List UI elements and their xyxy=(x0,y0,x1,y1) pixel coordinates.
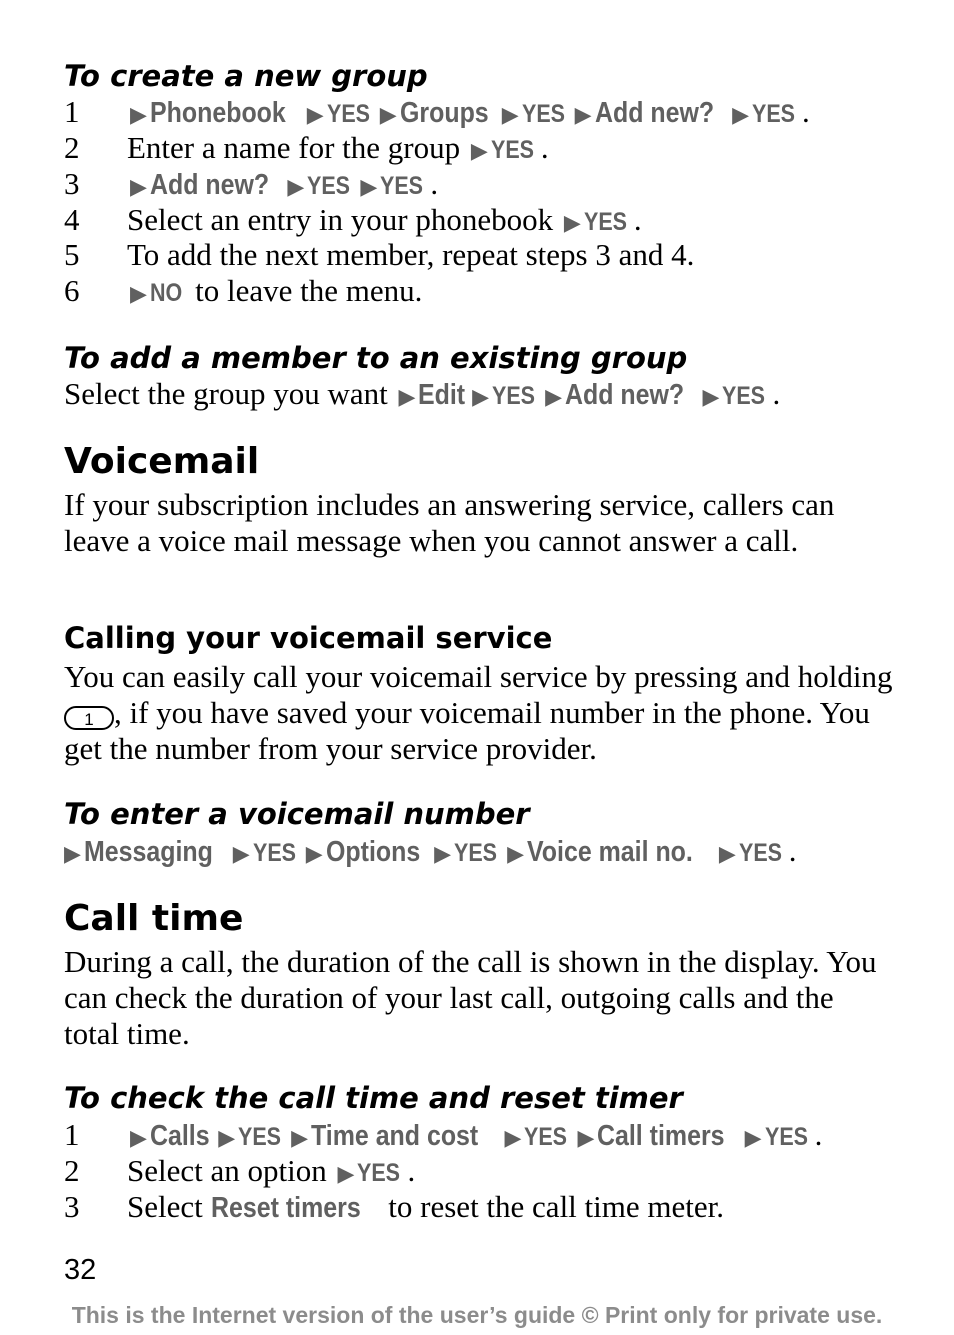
key-label: YES xyxy=(490,136,534,164)
key-label: YES xyxy=(583,208,627,236)
call-time-text: During a call, the duration of the call is shown in the display. You can check the duration of your last call, outgoing calls and the total time. xyxy=(64,944,877,1051)
punctuation: . xyxy=(772,376,781,411)
arrow-icon: ▶ xyxy=(563,211,581,236)
arrow-icon: ▶ xyxy=(291,1126,309,1151)
arrow-icon: ▶ xyxy=(545,385,562,410)
menu-item: Phonebook xyxy=(149,97,286,129)
punctuation: . xyxy=(814,1117,823,1152)
arrow-icon: ▶ xyxy=(744,1126,762,1151)
arrow-icon: ▶ xyxy=(472,385,490,410)
key-label: YES xyxy=(524,1123,568,1151)
menu-item: Add new? xyxy=(564,379,685,411)
arrow-icon: ▶ xyxy=(287,175,305,200)
arrow-icon: ▶ xyxy=(732,103,750,128)
punctuation: . xyxy=(788,833,797,868)
step-text: Enter a name for the group xyxy=(127,130,461,165)
arrow-icon: ▶ xyxy=(337,1162,355,1187)
menu-item: Messaging xyxy=(83,836,213,868)
step-4 xyxy=(64,202,642,242)
key-1-icon: 1 xyxy=(64,706,114,730)
punctuation: . xyxy=(802,94,810,129)
arrow-icon: ▶ xyxy=(504,1126,522,1151)
enter-voicemail-heading: To enter a voicemail number xyxy=(64,797,530,831)
punctuation: . xyxy=(633,202,642,237)
key-label: YES xyxy=(307,172,351,200)
arrow-icon: ▶ xyxy=(360,175,378,200)
arrow-icon: ▶ xyxy=(232,842,250,867)
step-number: 2 xyxy=(64,1153,80,1188)
menu-item: Add new? xyxy=(149,169,270,201)
key-label: YES xyxy=(521,100,565,128)
step-number: 2 xyxy=(64,130,80,165)
menu-item: Add new? xyxy=(594,97,714,129)
step-2 xyxy=(64,130,549,170)
footer-notice: This is the Internet version of the user’s guide © Print only for private use. xyxy=(71,1302,883,1328)
step-number: 3 xyxy=(64,1189,80,1224)
menu-item: Time and cost xyxy=(311,1120,479,1152)
step-5 xyxy=(64,237,694,273)
arrow-icon: ▶ xyxy=(574,103,592,128)
check-step-1 xyxy=(64,1117,822,1157)
step-text: to reset the call time meter. xyxy=(388,1189,724,1224)
step-text: Select an option xyxy=(127,1153,327,1188)
key-label: NO xyxy=(149,279,183,307)
create-group-heading: To create a new group xyxy=(64,59,428,93)
step-6 xyxy=(64,273,422,313)
step-number: 4 xyxy=(64,202,80,237)
voicemail-text: If your subscription includes an answering service, callers can leave a voice mail message when you cannot answer a call. xyxy=(64,487,835,558)
punctuation: . xyxy=(430,166,439,201)
check-step-3 xyxy=(64,1189,724,1226)
step-1 xyxy=(64,94,810,134)
page-number: 32 xyxy=(64,1254,97,1286)
punctuation: . xyxy=(407,1153,416,1188)
arrow-icon: ▶ xyxy=(130,1126,147,1151)
key-label: YES xyxy=(252,839,296,867)
step-number: 5 xyxy=(64,237,80,272)
calling-voicemail-text xyxy=(64,659,894,767)
menu-item: Options xyxy=(325,836,420,868)
key-label: YES xyxy=(326,100,370,128)
voicemail-heading: Voicemail xyxy=(64,441,260,482)
arrow-icon: ▶ xyxy=(218,1126,236,1151)
text-after: , if you have saved your voicemail number in the phone. You get the number from your service provider. xyxy=(64,695,870,766)
step-number: 1 xyxy=(64,1117,80,1152)
key-label: YES xyxy=(238,1123,282,1151)
menu-item: Edit xyxy=(418,379,466,411)
menu-item: Call timers xyxy=(597,1120,725,1152)
arrow-icon: ▶ xyxy=(577,1126,595,1151)
punctuation: . xyxy=(540,130,549,165)
arrow-icon: ▶ xyxy=(64,842,81,867)
call-time-heading: Call time xyxy=(64,898,244,939)
arrow-icon: ▶ xyxy=(501,103,519,128)
instruction-text: Select the group you want xyxy=(64,376,388,411)
arrow-icon: ▶ xyxy=(507,842,524,867)
step-text: Select xyxy=(127,1189,203,1224)
step-3 xyxy=(64,166,438,206)
check-time-heading: To check the call time and reset timer xyxy=(64,1081,683,1115)
arrow-icon: ▶ xyxy=(470,139,488,164)
arrow-icon: ▶ xyxy=(379,103,397,128)
arrow-icon: ▶ xyxy=(305,842,323,867)
menu-item: Reset timers xyxy=(210,1192,361,1224)
arrow-icon: ▶ xyxy=(718,842,736,867)
text-before: You can easily call your voicemail service by pressing and holding xyxy=(64,659,893,694)
arrow-icon: ▶ xyxy=(130,175,147,200)
step-number: 1 xyxy=(64,94,80,129)
key-label: YES xyxy=(764,1123,808,1151)
key-label: YES xyxy=(738,839,782,867)
arrow-icon: ▶ xyxy=(702,385,720,410)
step-text: to leave the menu. xyxy=(195,273,423,308)
key-label: YES xyxy=(454,839,498,867)
arrow-icon: ▶ xyxy=(434,842,452,867)
add-member-heading: To add a member to an existing group xyxy=(64,341,688,375)
menu-item: Groups xyxy=(399,97,489,129)
menu-item: Calls xyxy=(149,1120,210,1152)
step-number: 6 xyxy=(64,273,80,308)
step-text: To add the next member, repeat steps 3 and 4. xyxy=(127,237,695,272)
arrow-icon: ▶ xyxy=(130,103,147,128)
key-label: YES xyxy=(722,382,766,410)
calling-voicemail-heading: Calling your voicemail service xyxy=(64,621,553,655)
step-number: 3 xyxy=(64,166,80,201)
step-text: Select an entry in your phonebook xyxy=(127,202,554,237)
menu-item: Voice mail no. xyxy=(527,836,693,868)
enter-voicemail-path xyxy=(64,833,797,873)
key-label: YES xyxy=(357,1159,401,1187)
arrow-icon: ▶ xyxy=(306,103,324,128)
key-label: YES xyxy=(380,172,424,200)
add-member-instruction xyxy=(64,376,780,416)
arrow-icon: ▶ xyxy=(398,385,416,410)
key-label: YES xyxy=(492,382,536,410)
key-label: YES xyxy=(752,100,796,128)
check-step-2 xyxy=(64,1153,415,1193)
arrow-icon: ▶ xyxy=(130,282,147,307)
